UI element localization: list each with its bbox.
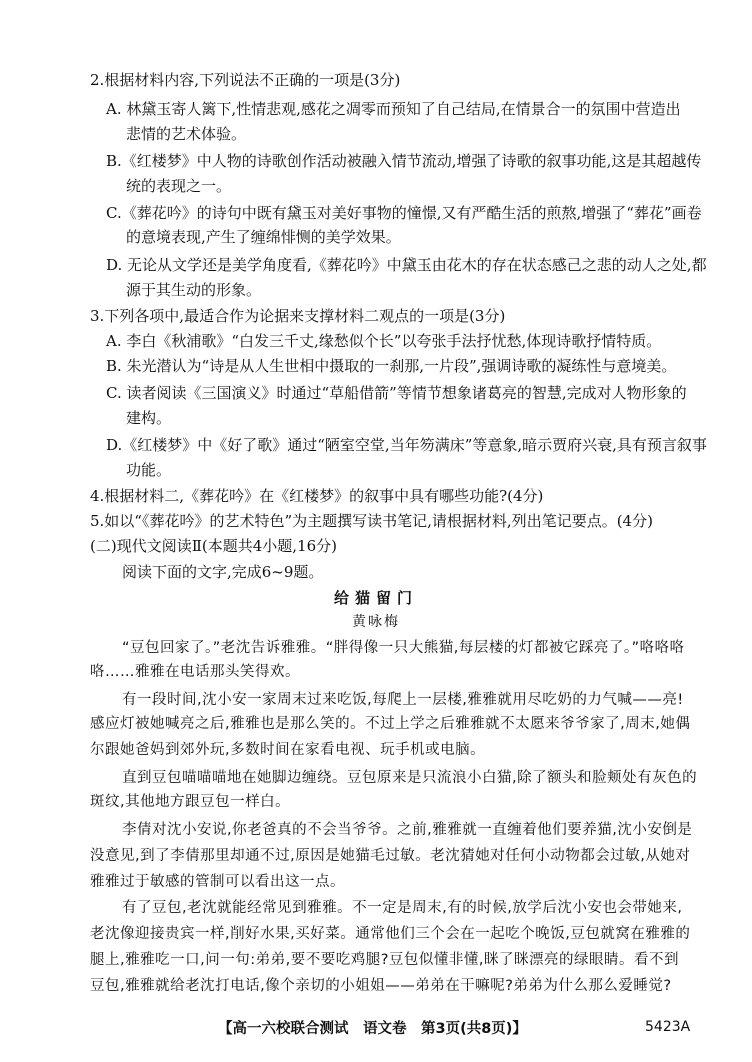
story-line: 斑纹,其他地方跟豆包一样白。: [90, 794, 291, 810]
q2-option-d-cont: 源于其生动的形象。: [126, 281, 262, 299]
q2-option-c-cont: 的意境表现,产生了缠绵悱恻的美学效果。: [126, 228, 401, 246]
page-footer: 【高一六校联合测试 语文卷 第3页(共8页)】: [218, 1021, 527, 1037]
question-5: 5.如以“《葬花吟》的艺术特色”为主题撰写读书笔记,请根据材料,列出笔记要点。(4分): [90, 512, 653, 530]
story-line: 直到豆包喵喵喵地在她脚边缠绕。豆包原来是只流浪小白猫,除了额头和脸颊处有灰色的: [122, 770, 698, 786]
question-2-stem: 2.根据材料内容,下列说法不正确的一项是(3分): [90, 71, 401, 89]
story-line: 感应灯被她喊亮之后,雅雅也是那么笑的。不过上学之后雅雅就不太愿来爷爷家了,周末,她偶: [90, 716, 691, 732]
story-line: 豆包,雅雅就给老沈打电话,像个亲切的小姐姐——弟弟在干嘛呢?弟弟为什么那么爱睡觉?: [90, 978, 672, 994]
q2-option-b-cont: 统的表现之一。: [126, 177, 232, 195]
q3-option-c: C. 读者阅读《三国演义》时通过“草船借箭”等情节想象诸葛亮的智慧,完成对人物形象的: [106, 384, 687, 402]
q3-option-d: D.《红楼梦》中《好了歌》通过“陋室空堂,当年笏满床”等意象,暗示贾府兴衰,具有预言叙事: [106, 436, 707, 454]
story-line: 有一段时间,沈小安一家周末过来吃饭,每爬上一层楼,雅雅就用尽吃奶的力气喊——亮!: [122, 692, 684, 708]
paper-code: 5423A: [645, 1019, 691, 1035]
story-author: 黄咏梅: [352, 614, 400, 630]
question-4: 4.根据材料二,《葬花吟》在《红楼梦》的叙事中具有哪些功能?(4分): [90, 487, 544, 505]
question-3-stem: 3.下列各项中,最适合作为论据来支撑材料二观点的一项是(3分): [90, 307, 506, 325]
story-line: 腿上,雅雅吃一口,问一句:弟弟,要不要吃鸡腿?豆包似懂非懂,眯了眯漂亮的绿眼睛。看不到: [90, 952, 680, 968]
story-line: 咯……雅雅在电话那头笑得欢。: [90, 664, 300, 680]
q2-option-d: D. 无论从文学还是美学角度看,《葬花吟》中黛玉由花木的存在状态感己之悲的动人之处,都: [106, 256, 707, 274]
q2-option-b: B.《红楼梦》中人物的诗歌创作活动被融入情节流动,增强了诗歌的叙事功能,这是其超越传: [106, 152, 702, 170]
story-line: 老沈像迎接贵宾一样,削好水果,买好菜。通常他们三个会在一起吃个晚饭,豆包就窝在雅雅的: [90, 926, 691, 942]
story-line: 没意见,到了李倩那里却通不过,原因是她猫毛过敏。老沈猜她对任何小动物都会过敏,从她对: [90, 848, 691, 864]
q3-option-a: A. 李白《秋浦歌》“白发三千丈,缘愁似个长”以夸张手法抒忧愁,体现诗歌抒情特质。: [106, 332, 662, 350]
q2-option-c: C.《葬花吟》的诗句中既有黛玉对美好事物的憧憬,又有严酷生活的煎熬,增强了“葬花”画卷: [106, 204, 702, 222]
story-line: “豆包回家了。”老沈告诉雅雅。“胖得像一只大熊猫,每层楼的灯都被它踩亮了。”咯咯咯: [122, 640, 685, 656]
section-instruction: 阅读下面的文字,完成6~9题。: [122, 563, 324, 581]
q3-option-d-cont: 功能。: [126, 461, 172, 479]
q3-option-b: B. 朱光潜认为“诗是从人生世相中摄取的一刹那,一片段”,强调诗歌的凝练性与意境美。: [106, 357, 677, 375]
q3-option-c-cont: 建构。: [126, 409, 172, 427]
section-heading: (二)现代文阅读Ⅱ(本题共4小题,16分): [90, 537, 338, 555]
story-line: 有了豆包,老沈就能经常见到雅雅。不一定是周末,有的时候,放学后沈小安也会带她来,: [122, 900, 683, 916]
story-line: 尔跟她爸妈到郊外玩,多数时间在家看电视、玩手机或电脑。: [90, 742, 486, 758]
q2-option-a: A. 林黛玉寄人篱下,性情悲观,感花之凋零而预知了自己结局,在情景合一的氛围中营造出: [106, 100, 681, 118]
story-line: 雅雅过于敏感的管制可以看出这一点。: [90, 874, 345, 890]
story-title: 给猫留门: [333, 589, 418, 607]
q2-option-a-cont: 悲情的艺术体验。: [126, 125, 247, 143]
story-line: 李倩对沈小安说,你老爸真的不会当爷爷。之前,雅雅就一直缠着他们要养猫,沈小安倒是: [122, 822, 693, 838]
